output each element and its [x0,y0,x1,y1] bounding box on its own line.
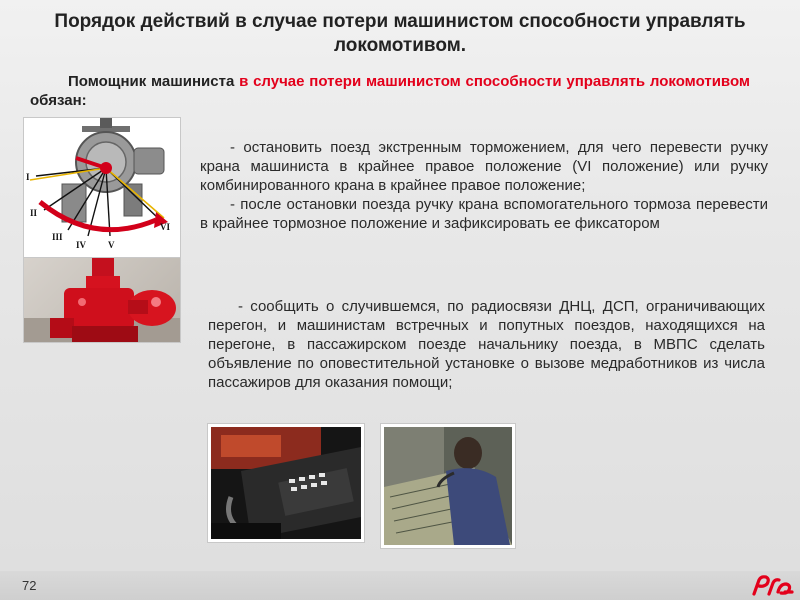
instruction-radio-report: - сообщить о случившемся, по радиосвязи ДНЦ, ДСП, ограничивающих перегон, и машинистам встречных и попутных поездов, находящихся на перегоне, в пассажирском поезде начальнику поезда, в МВПС сделать объявление по оповестительной установке о вызове медработников из числа пассажиров для оказания помощи; [208,298,765,391]
operator-image [384,427,512,545]
auxiliary-brake-valve-photo [24,258,180,342]
slide-subtitle [30,72,750,110]
instruction-auxiliary-brake: - после остановки поезда ручку крана вспомогательного тормоза перевести в крайнее тормозное положение и зафиксировать ее фиксатором [200,196,768,232]
auxiliary-brake-valve-image [24,258,180,342]
position-label-5: V [108,240,115,250]
radio-station-image [211,427,361,539]
position-label-6: VI [160,222,171,232]
brake-valve-diagram [24,118,180,258]
instruction-block-braking [200,138,768,233]
page-number: 72 [22,578,37,593]
position-label-2: II [30,208,38,218]
instruction-block-report [208,297,765,392]
rzd-logo-icon [751,572,795,598]
slide-footer [0,571,800,600]
position-label-1: I [26,172,30,182]
slide-title: Порядок действий в случае потери машинистом способности управлять локомотивом. [54,11,746,56]
position-label-3: III [52,232,63,242]
subtitle-obliged: обязан: [30,92,87,109]
operator-photo [381,424,515,548]
instruction-emergency-braking: - остановить поезд экстренным торможением, для чего перевести ручку крана машиниста в крайнее правое положение (VI положение) или ручку комбинированного крана в крайнее правое положение; [200,139,768,194]
brake-valve-diagram-drawing [24,118,180,258]
position-label-4: IV [76,240,87,250]
subtitle-subject: Помощник машиниста [68,73,235,90]
radio-station-photo [208,424,364,542]
subtitle-condition: в случае потери машинистом способности управлять локомотивом [239,73,751,90]
